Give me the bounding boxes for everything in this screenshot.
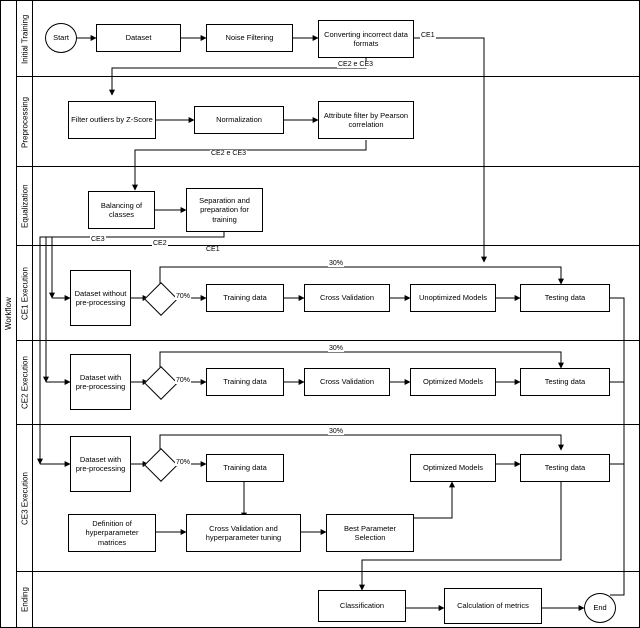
node-start[interactable]: Start	[45, 23, 77, 53]
node-filter-outliers[interactable]: Filter outliers by Z-Score	[68, 101, 156, 139]
node-attribute-filter[interactable]: Attribute filter by Pearson correlation	[318, 101, 414, 139]
node-ce2-testing-data[interactable]: Testing data	[520, 368, 610, 396]
lane-label-ending: Ending	[20, 587, 30, 613]
node-ce3-training-data[interactable]: Training data	[206, 454, 284, 482]
node-noise-filtering[interactable]: Noise Filtering	[206, 24, 293, 52]
edge-label-ce2-branch: CE2	[153, 240, 167, 247]
node-ce1-dataset[interactable]: Dataset without pre-processing	[70, 270, 131, 326]
node-best-parameter-selection[interactable]: Best Parameter Selection	[326, 514, 414, 552]
node-ce3-split-gateway[interactable]	[148, 452, 172, 476]
edge-label-ce2-ce3-mid: CE2 e CE3	[211, 150, 247, 157]
lane-label-ce3-execution: CE3 Execution	[20, 472, 30, 525]
node-ce2-training-data[interactable]: Training data	[206, 368, 284, 396]
node-hyperparameter-matrices[interactable]: Definition of hyperparameter matrices	[68, 514, 156, 552]
edge-label-ce1-branch: CE1	[206, 246, 220, 253]
node-dataset[interactable]: Dataset	[96, 24, 181, 52]
edge-label-ce1-top: CE1	[421, 32, 435, 39]
node-calculation-metrics[interactable]: Calculation of metrics	[444, 588, 542, 624]
pool-label-workflow: Workflow	[4, 297, 13, 331]
node-ce3-optimized-models[interactable]: Optimized Models	[410, 454, 496, 482]
node-converting-formats[interactable]: Converting incorrect data formats	[318, 20, 414, 58]
node-cv-hyperparameter-tuning[interactable]: Cross Validation and hyperparameter tuning	[186, 514, 301, 552]
lane-label-preprocessing: Preprocessing	[20, 96, 30, 148]
node-ce1-unoptimized-models[interactable]: Unoptimized Models	[410, 284, 496, 312]
edge-label-ce2-ce3-top: CE2 e CE3	[338, 61, 374, 68]
edge-label-ce1-30: 30%	[329, 260, 344, 267]
node-ce3-dataset[interactable]: Dataset with pre-processing	[70, 436, 131, 492]
node-end[interactable]: End	[584, 593, 616, 623]
node-classification[interactable]: Classification	[318, 590, 406, 622]
edge-label-ce2-70: 70%	[176, 377, 191, 384]
node-balancing-classes[interactable]: Balancing of classes	[88, 191, 155, 229]
node-ce1-cross-validation[interactable]: Cross Validation	[304, 284, 390, 312]
node-ce1-testing-data[interactable]: Testing data	[520, 284, 610, 312]
lane-label-initial-training: Initial Training	[20, 14, 30, 64]
edge-label-ce3-30: 30%	[329, 428, 344, 435]
edge-label-ce1-70: 70%	[176, 293, 191, 300]
edge-label-ce3-branch: CE3	[91, 236, 105, 243]
lane-label-ce2-execution: CE2 Execution	[20, 356, 30, 410]
lane-label-ce1-execution: CE1 Execution	[20, 267, 30, 320]
node-ce1-split-gateway[interactable]	[148, 286, 172, 310]
edge-label-ce2-30: 30%	[329, 345, 344, 352]
node-ce1-training-data[interactable]: Training data	[206, 284, 284, 312]
lane-label-equalization: Equalization	[20, 184, 30, 229]
node-ce2-cross-validation[interactable]: Cross Validation	[304, 368, 390, 396]
node-separation-preparation[interactable]: Separation and preparation for training	[186, 188, 263, 232]
node-ce2-optimized-models[interactable]: Optimized Models	[410, 368, 496, 396]
node-normalization[interactable]: Normalization	[194, 106, 284, 134]
edge-label-ce3-70: 70%	[176, 459, 191, 466]
node-ce2-split-gateway[interactable]	[148, 370, 172, 394]
node-ce3-testing-data[interactable]: Testing data	[520, 454, 610, 482]
node-ce2-dataset[interactable]: Dataset with pre-processing	[70, 354, 131, 410]
